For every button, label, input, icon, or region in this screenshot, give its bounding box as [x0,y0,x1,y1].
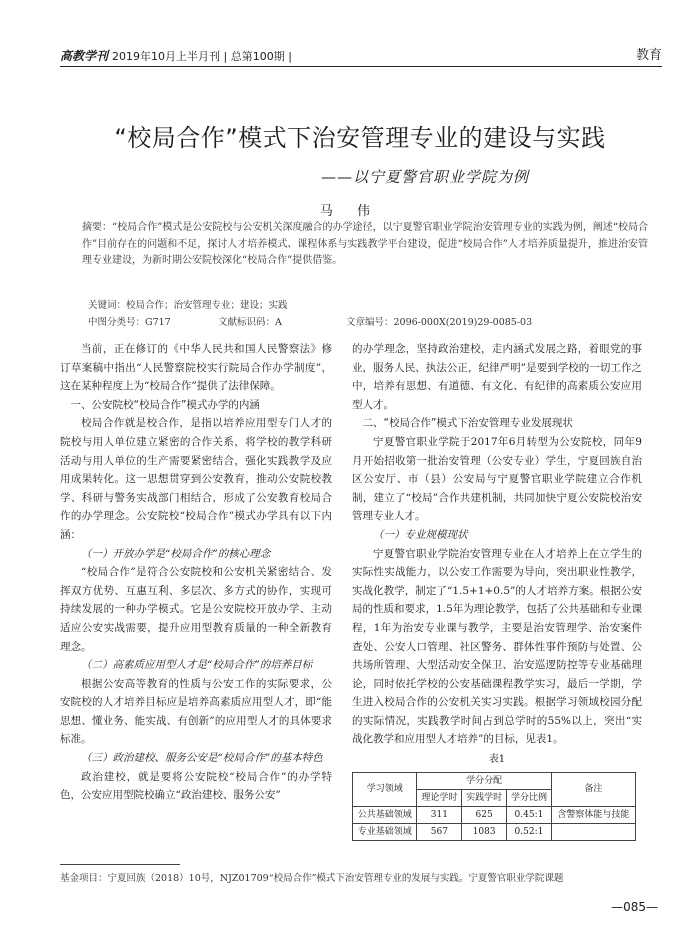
paragraph: 宁夏警官职业学院于2017年6月转型为公安院校，同年9月开始招收第一批治安管理（公安专业）学生，宁夏回族自治区公安厅、市（县）公安局与宁夏警官职业学院建立合作机制，建立了“校局”合作共建机制，共同加快宁夏公安院校治安管理专业人才。 [352,435,642,523]
subsection-heading: （一）专业规模现状 [373,528,468,541]
paragraph: 的办学理念，坚持政治建校，走内涵式发展之路，着眼党的事业，服务人民、执法公正，纪律严明”是要到学校的一切工作之中，培养有思想、有道德、有文化、有纪律的高素质公安应用型人才。 [352,343,642,411]
issue-info: 2019年10月上半月刊 | 总第100期 | [112,50,292,63]
page-number: —085— [611,900,658,914]
article-title: “校局合作”模式下治安管理专业的建设与实践 [114,124,606,152]
table-row [353,823,636,840]
paragraph: 校局合作就是校合作，是指以培养应用型专门人才的院校与用人单位建立紧密的合作关系，将学校的教学科研活动与用人单位的生产需要紧密结合，强化实践教学及应用成果转化。这一思想贯穿到公安教育，推动公安院校教学、科研与警务实战部门相结合，形成了公安教育校局合作的办学理念。公安院校“校局合作”模式办学具有以下内涵： [60,417,332,541]
table-cell: 0.45:1 [507,806,552,823]
section-label: 教育 [635,48,662,63]
table-cell: 专业基础领域 [353,823,417,840]
table-cell [551,823,635,840]
table-cell: 311 [417,806,462,823]
table-cell: 含警察体能与技能 [551,806,635,823]
author-name: 马 伟 [319,204,381,219]
abstract-text: “校局合作”模式是公安院校与公安机关深度融合的办学途径，以宁夏警官职业学院治安管理专业的实践为例，阐述“校局合作”目前存在的问题和不足，探讨人才培养模式、课程体系与实践教学平台建设，促进“校局合作”人才培养质量提升，推进治安管理专业建设，为新时期公安院校深化“校局合作”提供借鉴。 [82,222,649,266]
abstract-label: 摘要： [82,222,113,233]
keywords-text: 校局合作；治安管理专业；建设；实践 [126,300,288,311]
paragraph: 政治建校，就是要将公安院校“校局合作”的办学特色，公安应用型院校确立“政治建校、服务公安” [60,770,332,802]
table-header-ratio: 学分比例 [507,789,552,806]
paragraph: 当前，正在修订的《中华人民共和国人民警察法》修订草案稿中指出“人民警察院校实行院局合作办学制度”，这在某种程度上为“校局合作”提供了法律保障。 [60,343,332,393]
paragraph: 宁夏警官职业学院治安管理专业在人才培养上在立学生的实际性实战能力，以公安工作需要为导向，突出职业性教学，实战化教学，制定了“1.5+1+0.5”的人才培养方案。根据公安局的性质和要求，1.5年为理论教学，包括了公共基础和专业课程，1年为治安专业课与教学，主要是治安管理学、治安案件查处、公安人口管理、社区警务、群体性事件预防与处置、公共场所管理、大型活动安全保卫、治安巡逻防控等专业基础理论，同时依托学校的公安基础课程教学实习，最后一学期，学生进入校局合作的公安机关实习实践。根据学习领域校园分配的实际情况，实践教学时间占到总学时的55%以上，突出“实战化教学和应用型人才培养”的目标，见表1。 [352,547,642,746]
table-header-practice: 实践学时 [462,789,507,806]
article-code: 文章编号：2096-000X(2019)29-0085-03 [346,317,533,328]
article-subtitle: ——以宁夏警官职业学院为例 [320,168,529,186]
right-column-text [352,340,642,749]
table-row [353,806,636,823]
table-1 [352,772,636,841]
left-column [60,340,332,805]
table-header-domain: 学习领域 [353,772,417,806]
running-header [60,44,662,67]
section-heading: 一、公安院校“校局合作”模式办学的内涵 [70,398,260,411]
journal-name: 高教学刊 [60,49,109,63]
clc-code: 中图分类号：G717 [88,317,171,328]
table-cell: 1083 [462,823,507,840]
subsection-heading: （二）高素质应用型人才是“校局合作”的培养目标 [81,659,313,672]
table-cell: 567 [417,823,462,840]
paragraph: “校局合作”是符合公安院校和公安机关紧密结合、发挥双方优势、互惠互利、多层次、多方式的协作，实现可持续发展的一种办学模式。它是公安院校开放办学、主动适应公安实战需要，提升应用型教育质量的一种全新教育理念。 [60,566,332,653]
table-cell: 公共基础领域 [353,806,417,823]
journal-info [60,47,292,64]
keywords-label: 关键词： [88,300,127,311]
section-heading: 二、“校局合作”模式下治安管理专业发展现状 [362,417,573,430]
table-caption: 表1 [488,754,506,766]
keywords [88,297,648,311]
table-cell: 625 [462,806,507,823]
right-column [352,340,642,841]
table-group-header: 学分分配 [417,772,551,789]
paragraph: 根据公安高等教育的性质与公安工作的实际要求，公安院校的人才培养目标应是培养高素质应用型人才，即“能思想、懂业务、能实战、有创新”的应用型人才的具体要求标准。 [60,677,332,746]
subsection-heading: （三）政治建校、服务公安是“校局合作”的基本特色 [81,752,323,765]
table-header-note: 备注 [551,772,635,806]
table-cell: 0.52:1 [507,823,552,840]
doc-code: 文献标识码：A [218,317,282,328]
abstract [82,220,648,270]
footnote-rule [60,864,180,865]
footnote: 基金项目：宁夏回族（2018）10号，NJZ01709“校局合作”模式下治安管理专业的发展与实践。宁夏警官职业学院课题 [60,873,564,884]
table-header-theory: 理论学时 [417,789,462,806]
subsection-heading: （一）开放办学是“校局合作”的核心理念 [81,547,271,560]
